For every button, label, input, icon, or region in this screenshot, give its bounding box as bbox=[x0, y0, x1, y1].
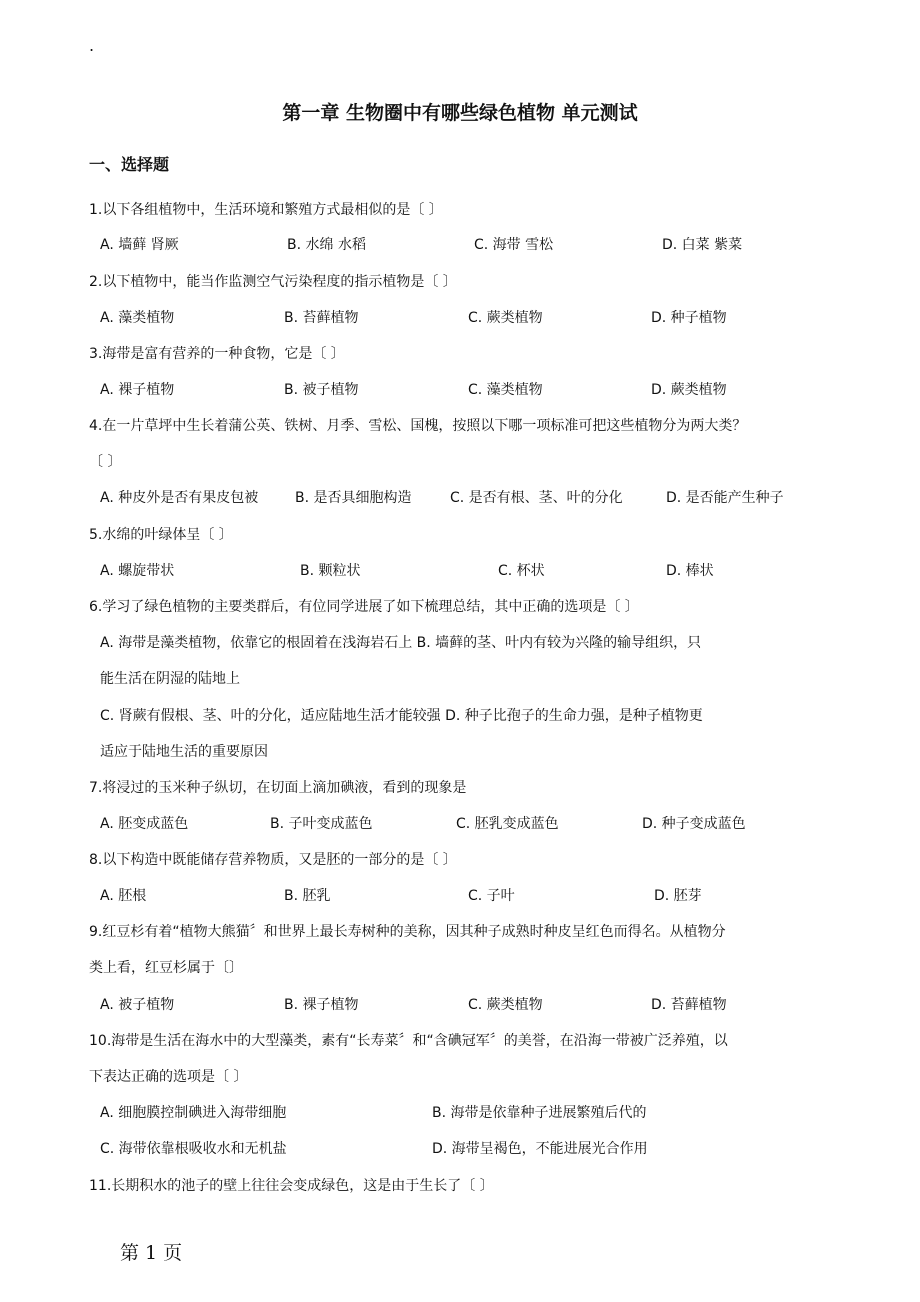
option: B. 子叶变成蓝色 bbox=[270, 816, 373, 832]
option: B. 苔藓植物 bbox=[284, 310, 359, 326]
question-11-stem: 11.长期积水的池子的壁上往往会变成绿色，这是由于生长了〔 〕 bbox=[89, 1178, 494, 1194]
question-6-option-line: 能生活在阴湿的陆地上 bbox=[100, 671, 240, 687]
question-5-options bbox=[0, 561, 920, 581]
question-1-stem: 1.以下各组植物中，生活环境和繁殖方式最相似的是〔 〕 bbox=[89, 202, 443, 218]
option: A. 藻类植物 bbox=[100, 310, 175, 326]
question-4-stem: 4.在一片草坪中生长着蒲公英、铁树、月季、雪松、国槐，按照以下哪一项标准可把这些植物分为两大类？ bbox=[89, 418, 747, 434]
question-8-stem: 8.以下构造中既能储存营养物质，又是胚的一部分的是〔 〕 bbox=[89, 852, 457, 868]
question-8-options bbox=[0, 886, 920, 906]
option: B. 水绵 水稻 bbox=[287, 237, 366, 253]
question-6-option-line: A. 海带是藻类植物，依靠它的根固着在浅海岩石上 B. 墙藓的茎、叶内有较为兴隆的输导组织，只 bbox=[100, 635, 702, 651]
section-heading: 一、选择题 bbox=[89, 155, 170, 174]
question-9-stem-continued: 类上看，红豆杉属于〔〕 bbox=[89, 960, 243, 976]
option: C. 杯状 bbox=[498, 563, 545, 579]
option: B. 是否具细胞构造 bbox=[295, 490, 412, 506]
question-2-options bbox=[0, 308, 920, 328]
option: C. 海带 雪松 bbox=[474, 237, 554, 253]
question-3-options bbox=[0, 380, 920, 400]
option: A. 种皮外是否有果皮包被 bbox=[100, 490, 259, 506]
header-mark: . bbox=[89, 36, 95, 55]
option: D. 苔藓植物 bbox=[651, 997, 727, 1013]
question-9-options bbox=[0, 995, 920, 1015]
option: D. 种子变成蓝色 bbox=[642, 816, 746, 832]
option: A. 胚根 bbox=[100, 888, 147, 904]
page-number: 第 1 页 bbox=[120, 1242, 183, 1264]
question-3-stem: 3.海带是富有营养的一种食物，它是〔 〕 bbox=[89, 346, 345, 362]
option: A. 裸子植物 bbox=[100, 382, 175, 398]
question-10-stem-continued: 下表达正确的选项是〔 〕 bbox=[89, 1069, 248, 1085]
option: C. 蕨类植物 bbox=[468, 310, 543, 326]
question-4-stem-continued: 〔 〕 bbox=[89, 454, 122, 470]
question-9-stem: 9.红豆杉有着“植物大熊猫〞和世界上最长寿树种的美称，因其种子成熟时种皮呈红色而得名。从植物分 bbox=[89, 924, 726, 940]
option: D. 海带呈褐色，不能进展光合作用 bbox=[432, 1141, 648, 1157]
question-10-options-row-1 bbox=[0, 1103, 920, 1123]
question-5-stem: 5.水绵的叶绿体呈〔 〕 bbox=[89, 527, 233, 543]
option: A. 被子植物 bbox=[100, 997, 175, 1013]
question-7-stem: 7.将浸过的玉米种子纵切，在切面上滴加碘液，看到的现象是 bbox=[89, 780, 467, 796]
question-6-option-line: 适应于陆地生活的重要原因 bbox=[100, 744, 268, 760]
question-6-stem: 6.学习了绿色植物的主要类群后，有位同学进展了如下梳理总结，其中正确的选项是〔 〕 bbox=[89, 599, 639, 615]
option: D. 蕨类植物 bbox=[651, 382, 727, 398]
question-1-options bbox=[0, 235, 920, 255]
option: C. 是否有根、茎、叶的分化 bbox=[450, 490, 623, 506]
question-6-option-line: C. 肾蕨有假根、茎、叶的分化，适应陆地生活才能较强 D. 种子比孢子的生命力强，是种子植物更 bbox=[100, 708, 703, 724]
option: C. 子叶 bbox=[468, 888, 515, 904]
option: D. 种子植物 bbox=[651, 310, 727, 326]
option: B. 颗粒状 bbox=[300, 563, 361, 579]
option: B. 胚乳 bbox=[284, 888, 331, 904]
option: A. 螺旋带状 bbox=[100, 563, 175, 579]
option: A. 墙藓 肾厥 bbox=[100, 237, 179, 253]
option: A. 胚变成蓝色 bbox=[100, 816, 189, 832]
question-7-options bbox=[0, 814, 920, 834]
option: C. 藻类植物 bbox=[468, 382, 543, 398]
option: B. 裸子植物 bbox=[284, 997, 359, 1013]
question-2-stem: 2.以下植物中，能当作监测空气污染程度的指示植物是〔 〕 bbox=[89, 274, 457, 290]
option: D. 胚芽 bbox=[654, 888, 702, 904]
option: C. 海带依靠根吸收水和无机盐 bbox=[100, 1141, 287, 1157]
question-10-options-row-2 bbox=[0, 1139, 920, 1159]
question-4-options bbox=[0, 488, 920, 508]
option: D. 是否能产生种子 bbox=[666, 490, 784, 506]
option: C. 蕨类植物 bbox=[468, 997, 543, 1013]
option: D. 棒状 bbox=[666, 563, 714, 579]
option: C. 胚乳变成蓝色 bbox=[456, 816, 559, 832]
option: B. 被子植物 bbox=[284, 382, 359, 398]
question-10-stem: 10.海带是生活在海水中的大型藻类，素有“长寿菜〞和“含碘冠军〞的美誉，在沿海一带被广泛养殖，以 bbox=[89, 1033, 728, 1049]
option: A. 细胞膜控制碘进入海带细胞 bbox=[100, 1105, 287, 1121]
document-title: 第一章 生物圈中有哪些绿色植物 单元测试 bbox=[282, 102, 638, 124]
option: D. 白菜 紫菜 bbox=[662, 237, 743, 253]
option: B. 海带是依靠种子进展繁殖后代的 bbox=[432, 1105, 647, 1121]
